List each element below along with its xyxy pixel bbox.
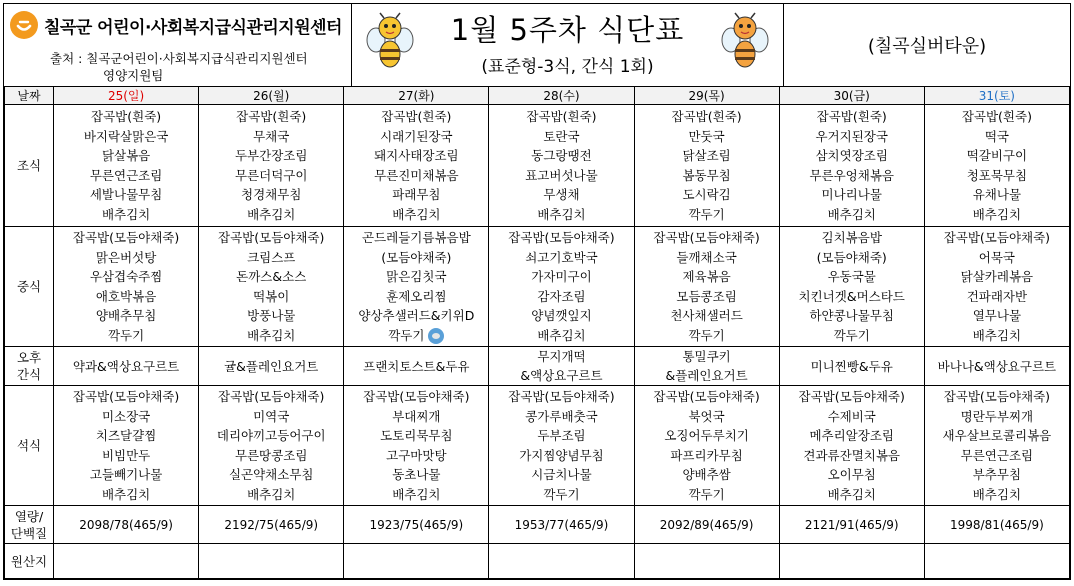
dinner-item: 부추무침 [972,467,1022,482]
lunch-item: 돈까스&소스 [236,269,307,284]
breakfast-item: 청포묵무침 [966,167,1028,183]
breakfast-item: 잡곡밥(흰죽) [816,109,887,124]
breakfast-cell [924,105,1069,227]
breakfast-item: 무른연근조림 [89,167,163,183]
date-wed: 28(수) [489,87,634,105]
origin-label: 원산지 [5,544,54,579]
lunch-item: (모듬야채죽) [381,249,452,265]
lunch-cell [344,227,489,347]
dinner-item: 새우살브로콜리볶음 [942,428,1052,443]
origin-cell [634,544,779,579]
lunch-cell [489,227,634,347]
breakfast-item: 잡곡밥(흰죽) [961,109,1032,124]
dinner-item: 부대찌개 [392,408,441,424]
breakfast-item: 떡국 [984,128,1009,144]
breakfast-item: 배추김치 [392,206,441,222]
lunch-cell [199,227,344,347]
dinner-label: 석식 [5,386,54,506]
dinner-item: 배추김치 [972,486,1022,502]
snack-label [5,347,54,386]
snack-row [5,347,1070,386]
logo-box [4,4,352,86]
breakfast-item: 두부간장조림 [234,148,308,163]
calorie-value: 1998/81(465/9) [924,506,1069,544]
snack-item: &플레인요거트 [665,368,748,383]
lunch-item: 치킨너겟&머스타드 [798,288,905,304]
dinner-cell [634,386,779,506]
calorie-value: 1953/77(465/9) [489,506,634,544]
breakfast-item: 잡곡밥(흰죽) [671,109,742,124]
dinner-item: 시금치나물 [531,467,592,482]
snack-cell [779,347,924,386]
lunch-item: 깍두기 [344,326,488,346]
center-name: 칠곡군 어린이·사회복지급식관리지원센터 [44,17,342,38]
facility-name: (칠곡실버타운) [867,36,987,57]
date-sat: 31(토) [924,87,1069,105]
lunch-item: 잡곡밥(모듬야채죽) [508,230,615,245]
breakfast-item: 바지락살맑은국 [83,128,169,144]
breakfast-item: 배추김치 [247,206,296,222]
lunch-cell [634,227,779,347]
calorie-value: 2121/91(465/9) [779,506,924,544]
lunch-item: 들깨채소국 [676,249,737,265]
lunch-item: 깍두기 [688,327,725,343]
breakfast-item: 청경채무침 [241,187,302,202]
breakfast-item: 표고버섯나물 [525,167,598,183]
dinner-item: 콩가루배춧국 [525,408,598,424]
lunch-item: 잡곡밥(모듬야채죽) [943,230,1051,245]
dinner-item: 잡곡밥(모듬야채죽) [72,389,180,404]
snack-label-line-1: 오후 [16,350,42,365]
calorie-value: 1923/75(465/9) [344,506,489,544]
calorie-value: 2192/75(465/9) [199,506,344,544]
breakfast-item: 배추김치 [972,206,1022,222]
snack-cell [344,347,489,386]
lunch-item: 곤드레들기름볶음밥 [362,230,471,245]
dinner-item: 잡곡밥(모듬야채죽) [508,389,615,404]
breakfast-item: 세발나물무침 [89,187,163,202]
lunch-item: 김치볶음밥 [821,230,882,245]
snack-cell [924,347,1069,386]
dinner-item: 양배추쌈 [682,467,731,482]
origin-cell [779,544,924,579]
breakfast-cell [779,105,924,227]
origin-cell [199,544,344,579]
breakfast-item: 배추김치 [827,206,876,222]
calorie-label-line-1: 열량/ [14,508,44,524]
lunch-item: 배추김치 [247,327,296,343]
snack-item: 귤&플레인요거트 [224,358,319,374]
lunch-item: 잡곡밥(모듬야채죽) [72,230,180,245]
source-line-2: 영양지원팀 [103,68,164,83]
breakfast-item: 시래기된장국 [380,128,453,144]
dinner-item: 명란두부찌개 [960,408,1034,424]
lunch-item: 닭살카레볶음 [960,269,1034,284]
lunch-item: 깍두기 [107,327,145,343]
calorie-row [5,506,1070,544]
lunch-item: 맑은김칫국 [386,269,447,284]
dinner-item: 메추리알장조림 [809,428,894,443]
snack-item: 통밀쿠키 [682,349,731,364]
snack-item: 무지개떡 [537,349,586,364]
source-line-1: 출처 : 칠곡군어린이·사회복지급식관리지원센터 [50,51,308,66]
date-row-label: 날짜 [5,87,54,105]
breakfast-item: 잡곡밥(흰죽) [526,109,597,124]
lunch-item: (모듬야채죽) [816,249,887,265]
date-sun: 25(일) [54,87,199,105]
snack-label-line-2: 간식 [16,367,42,382]
date-fri: 30(금) [779,87,924,105]
breakfast-cell [489,105,634,227]
breakfast-item: 배추김치 [537,206,586,222]
lunch-item: 감자조림 [537,288,586,304]
lunch-item: 배추김치 [537,327,586,343]
dinner-item: 배추김치 [247,486,296,502]
breakfast-item: 닭살조림 [682,148,731,163]
dinner-item: 고구마맛탕 [386,447,447,463]
lunch-item: 쇠고기호박국 [525,249,598,265]
lunch-item: 건파래자반 [966,288,1028,304]
dinner-item: 잡곡밥(모듬야채죽) [218,389,325,404]
breakfast-item: 무채국 [253,128,290,144]
dinner-item: 미소장국 [101,408,151,424]
calorie-value: 2092/89(465/9) [634,506,779,544]
breakfast-item: 동그랑땡전 [531,148,592,163]
breakfast-cell [199,105,344,227]
dinner-cell [489,386,634,506]
breakfast-item: 우거지된장국 [815,128,888,144]
page-subtitle: (표준형-3식, 간식 1회) [481,57,654,77]
dinner-item: 수제비국 [827,408,876,424]
dinner-cell [54,386,199,506]
dinner-item: 깍두기 [688,486,725,502]
dinner-row [5,386,1070,506]
kiwi-icon [428,328,444,344]
dinner-item: 가지찜양념무침 [519,447,604,463]
lunch-item: 맑은버섯탕 [95,249,157,265]
lunch-item: 제육볶음 [682,269,731,284]
breakfast-item: 무른우엉채볶음 [809,167,894,183]
dinner-item: 동초나물 [392,467,441,482]
breakfast-item: 무른더덕구이 [234,167,308,183]
snack-item: 미니찐빵&두유 [810,358,893,374]
breakfast-item: 닭살볶음 [101,148,151,163]
breakfast-item: 무른진미채볶음 [374,167,459,183]
lunch-item: 열무나물 [972,308,1022,323]
breakfast-cell [634,105,779,227]
lunch-cell [779,227,924,347]
breakfast-label: 조식 [5,105,54,227]
origin-cell [344,544,489,579]
lunch-item: 어묵국 [978,249,1015,265]
snack-cell [54,347,199,386]
breakfast-item: 봄동무침 [682,167,731,183]
breakfast-cell [344,105,489,227]
lunch-item: 양념깻잎지 [531,308,592,323]
header [4,4,1070,86]
lunch-item: 우동국물 [827,269,876,284]
lunch-item: 양상추샐러드&키위D [358,308,475,323]
lunch-item: 방풍나물 [247,308,296,323]
breakfast-item: 미나리나물 [821,187,882,202]
breakfast-cell [54,105,199,227]
lunch-item: 우삼겹숙주찜 [89,269,163,284]
breakfast-item: 만둣국 [688,128,725,144]
date-mon: 26(월) [199,87,344,105]
menu-table [4,86,1070,579]
dinner-item: 배추김치 [827,486,876,502]
bee-right-icon [721,12,769,72]
dinner-item: 배추김치 [392,486,441,502]
date-thu: 29(목) [634,87,779,105]
lunch-item: 모듬콩조림 [676,288,737,304]
breakfast-item: 잡곡밥(흰죽) [236,109,307,124]
lunch-item: 훈제오리찜 [386,288,447,304]
dinner-item: 오이무침 [827,467,876,482]
lunch-item: 깍두기 [833,327,870,343]
snack-item: 약과&액상요구르트 [72,358,180,374]
breakfast-item: 무생채 [543,187,580,202]
smile-logo-icon [10,11,38,39]
meal-plan-sheet [3,3,1071,580]
dinner-item: 실곤약채소무침 [228,467,314,482]
calorie-label-line-2: 단백질 [10,525,48,541]
lunch-label: 중식 [5,227,54,347]
dinner-item: 잡곡밥(모듬야채죽) [943,389,1051,404]
dinner-item: 배추김치 [101,486,151,502]
dinner-item: 파프리카무침 [670,447,743,463]
logo-row [10,10,342,40]
dinner-item: 두부조림 [537,428,586,443]
lunch-item: 하얀콩나물무침 [809,308,894,323]
origin-cell [489,544,634,579]
lunch-item: 배추김치 [972,327,1022,343]
origin-row [5,544,1070,579]
dinner-item: 비빔만두 [101,447,151,463]
lunch-cell [924,227,1069,347]
snack-cell [199,347,344,386]
origin-cell [924,544,1069,579]
lunch-item: 잡곡밥(모듬야채죽) [653,230,760,245]
dinner-cell [199,386,344,506]
dinner-item: 오징어두루치기 [664,428,749,443]
dinner-item: 무른땅콩조림 [234,447,308,463]
dinner-cell [344,386,489,506]
dinner-item: 잡곡밥(모듬야채죽) [363,389,470,404]
dinner-item: 깍두기 [543,486,580,502]
lunch-item: 천사채샐러드 [670,308,743,323]
date-tue: 27(화) [344,87,489,105]
lunch-item: 잡곡밥(모듬야채죽) [218,230,325,245]
dinner-item: 치즈달걀찜 [95,428,157,443]
breakfast-item: 도시락김 [682,187,731,202]
dinner-item: 북엇국 [688,408,725,424]
snack-item: 바나나&액상요구르트 [937,358,1057,374]
dinner-item: 고들빼기나물 [89,467,163,482]
dinner-item: 무른연근조림 [960,447,1034,463]
breakfast-item: 배추김치 [101,206,151,222]
date-row [5,87,1070,105]
snack-item: &액상요구르트 [520,368,603,383]
dinner-item: 잡곡밥(모듬야채죽) [798,389,905,404]
snack-item: 프랜치토스트&두유 [363,358,470,374]
lunch-item: 가자미구이 [531,269,592,284]
dinner-item: 도토리묵무침 [380,428,453,443]
lunch-item: 애호박볶음 [95,288,157,304]
title-box [352,4,784,86]
breakfast-item: 유채나물 [972,187,1022,202]
lunch-cell [54,227,199,347]
breakfast-item: 돼지사태장조림 [374,148,459,163]
dinner-item: 데리야끼고등어구이 [216,428,326,443]
lunch-item: 양배추무침 [95,308,157,323]
breakfast-item: 파래무침 [392,187,441,202]
lunch-item: 떡볶이 [253,288,290,304]
breakfast-item: 토란국 [543,128,580,144]
breakfast-item: 잡곡밥(흰죽) [381,109,452,124]
breakfast-row [5,105,1070,227]
dinner-item: 잡곡밥(모듬야채죽) [653,389,760,404]
source-text [50,50,308,84]
calorie-label [5,506,54,544]
lunch-item: 크림스프 [247,249,296,265]
dinner-cell [924,386,1069,506]
breakfast-item: 떡갈비구이 [966,148,1028,163]
lunch-row [5,227,1070,347]
snack-cell [634,347,779,386]
breakfast-item: 삼치엿장조림 [815,148,888,163]
dinner-cell [779,386,924,506]
calorie-value: 2098/78(465/9) [54,506,199,544]
breakfast-item: 깍두기 [688,206,725,222]
dinner-item: 견과류잔멸치볶음 [803,447,901,463]
page-title: 1월 5주차 식단표 [450,13,685,47]
origin-cell [54,544,199,579]
snack-cell [489,347,634,386]
dinner-item: 미역국 [253,408,290,424]
breakfast-item: 잡곡밥(흰죽) [91,109,162,124]
